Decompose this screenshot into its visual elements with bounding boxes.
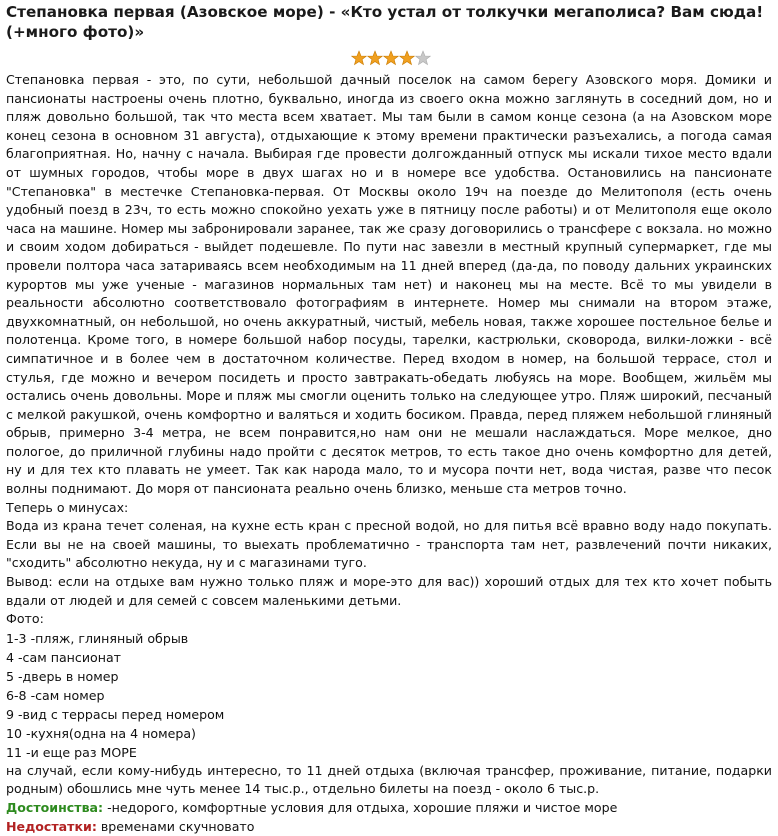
pros-line bbox=[6, 799, 772, 818]
conclusion-text: Вывод: если на отдыхе вам нужно только пляж и море-это для вас)) хороший отдых для тех кто хочет побыть вдали от людей и для семей с совсем маленькими детьми. bbox=[6, 574, 772, 608]
photo-caption: 10 -кухня(одна на 4 номера) bbox=[6, 725, 196, 741]
pros-text: -недорого, комфортные условия для отдыха, хорошие пляжи и чистое море bbox=[103, 800, 618, 815]
minuses-text: Вода из крана течет соленая, на кухне есть кран с пресной водой, но для питья всё вравно воду надо покупать. Если вы не на своей машины, то выехать проблематично - транспорта там нет, развлечений почти никаких, "сходить" абсолютно некуда, ну и с магазинами туго. bbox=[6, 518, 772, 571]
cons-line bbox=[6, 818, 772, 836]
photos-heading: Фото: bbox=[6, 611, 44, 627]
review-main-text: Степановка первая - это, по сути, небольшой дачный поселок на самом берегу Азовского моря. Домики и пансионаты настроены очень плотно, буквально, иногда из своего окна можно заглянуть в соседний дом, но и пляж довольно большой, так что места всем хватает. Мы там были в самом конце сезона (а на Азовском море конец сезона в основном 31 августа), отдыхающие к этому времени практически разъехались, а погода самая благоприятная. Но, начну с начала. Выбирая где провести долгожданный отпуск мы искали тихое место вдали от шумных городов, чтобы море в двух шагах но и в номере все удобства. Остановились на пансионате "Степановка" в местечке Степановка-первая. От Москвы около 19ч на поезде до Мелитополя (есть очень удобный поезд в 23ч, то есть можно спокойно уехать уже в пятницу после работы) и от Мелитополя еще около часа на машине. Номер мы забронировали заранее, так же сразу договорились о трансфере с вокзала. но можно и своим ходом добираться - выйдет подешевле. По пути нас завезли в местный крупный супермаркет, где мы провели полтора часа затариваясь всем необходимым на 11 дней вперед (да-да, по поводу дальних украинских курортов мы уже ученые - магазинов нормальных там нет) и наконец мы на месте. Всё то мы увидели в реальности абсолютно соответствовало фотографиям в интернете. Номер мы снимали на втором этаже, двухкомнатный, он небольшой, но очень аккуратный, чистый, мебель новая, также хорошее постельное белье и полотенца. Кроме того, в номере большой набор посуды, тарелки, кастрюльки, сковорода, вилки-ложки - всё симпатичное и в более чем в достаточном количестве. Перед входом в номер, на большой террасе, стол и стулья, где можно и вечером посидеть и просто завтракать-обедать любуясь на море. Вообщем, жильём мы остались очень довольны. Море и пляж мы смогли оценить только на следующее утро. Пляж широкий, песчаный с мелкой ракушкой, очень комфортно и валяться и ходить босиком. Правда, перед пляжем небольшой глиняный обрыв, примерно 3-4 метра, не всем понравится,но нам они не мешали наслаждаться. Море мелкое, дно пологое, до приличной глубины надо пройти с десяток метров, то есть такое дно очень комфортно для детей, ну и для тех кто плавать не умеет. Так как народа мало, то и мусора почти нет, вода чистая, разве что песок волны поднимают. До моря от пансионата реально очень близко, меньше ста метров точно. bbox=[6, 72, 772, 497]
cons-text: временами скучновато bbox=[96, 818, 255, 834]
star-icon bbox=[399, 50, 415, 66]
review-title: Степановка первая (Азовское море) - «Кто устал от толкучки мегаполиса? Вам сюда! (+много фото)» bbox=[6, 3, 764, 41]
photo-caption: 4 -сам пансионат bbox=[6, 649, 121, 665]
photo-caption: 9 -вид с террасы перед номером bbox=[6, 706, 225, 722]
photo-caption: 1-3 -пляж, глиняный обрыв bbox=[6, 630, 189, 646]
star-rating bbox=[6, 48, 772, 68]
costs-text: на случай, если кому-нибудь интересно, то 11 дней отдыха (включая трансфер, проживание, питание, подарки родным) обошлись мне чуть менее 14 тыс.р., отдельно билеты на поезд - около 6 тыс.р. bbox=[6, 762, 772, 797]
pros-label: Достоинства: bbox=[6, 800, 104, 815]
review-body bbox=[6, 71, 772, 836]
star-icon bbox=[351, 50, 367, 66]
star-icon bbox=[415, 50, 431, 66]
cons-label: Недостатки: bbox=[6, 818, 97, 834]
photo-caption: 6-8 -сам номер bbox=[6, 687, 105, 703]
star-icon bbox=[367, 50, 383, 66]
minuses-heading: Теперь о минусах: bbox=[6, 499, 129, 515]
photo-caption: 11 -и еще раз МОРЕ bbox=[6, 744, 137, 760]
star-icon bbox=[383, 50, 399, 66]
photo-caption: 5 -дверь в номер bbox=[6, 668, 119, 684]
